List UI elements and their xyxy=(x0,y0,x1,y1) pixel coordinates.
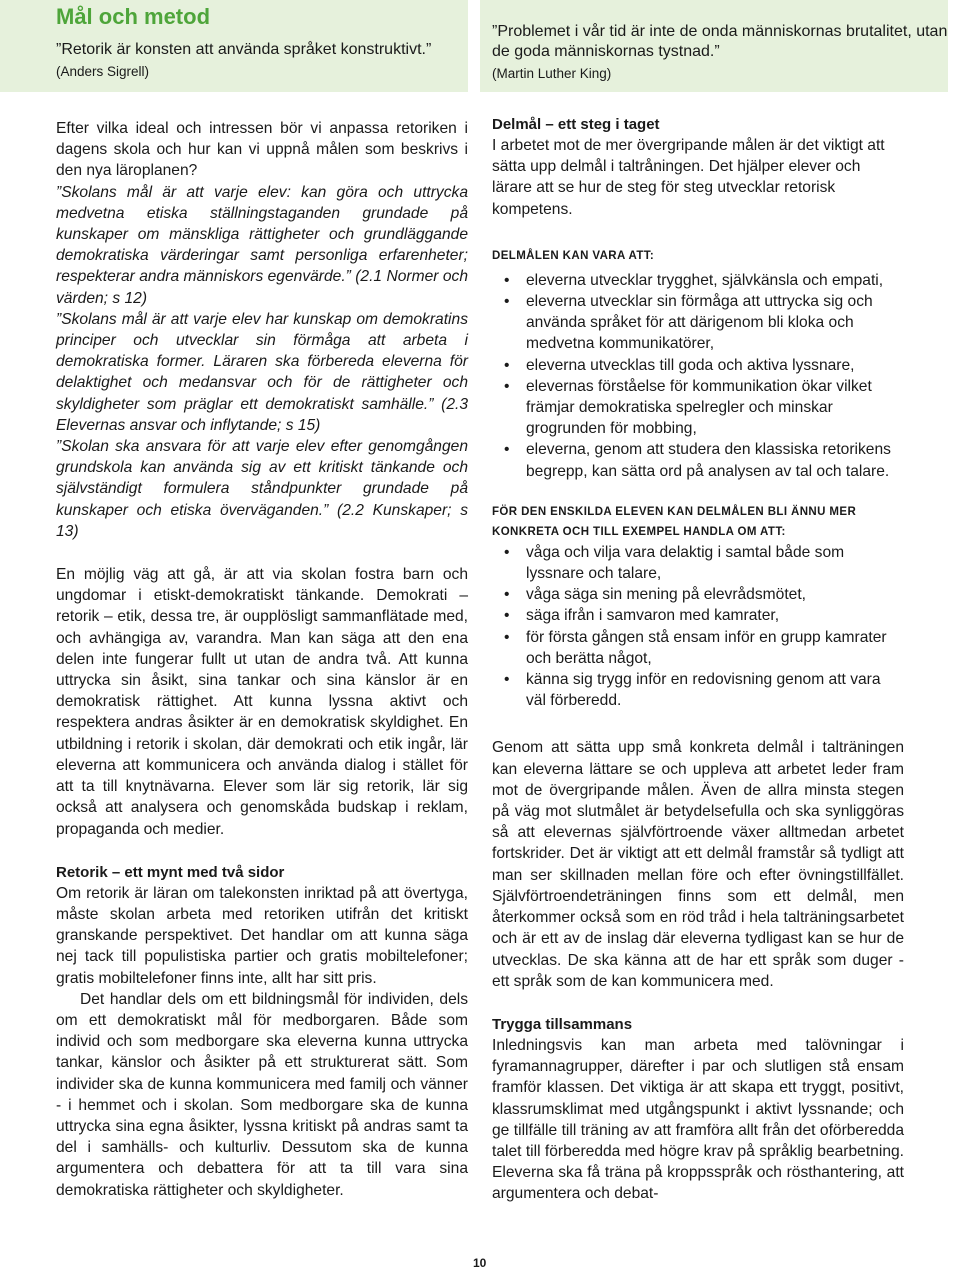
left-column xyxy=(56,0,468,1201)
section-title: Mål och metod xyxy=(56,4,211,29)
quote-text: ”Problemet i vår tid är inte de onda människornas brutalitet, utan de goda människornas tystnad.” xyxy=(492,23,948,60)
quote-author: (Martin Luther King) xyxy=(492,66,612,81)
individual-goals-list xyxy=(492,542,904,712)
list-heading: DELMÅLEN KAN VARA ATT: xyxy=(492,249,655,262)
paragraph: Det handlar dels om ett bildningsmål för individen, dels om ett demokratiskt mål för medborgaren. Både som individ och som medborgare ska eleverna kunna uttrycka tankar, känslor och åsikter på ett strukturerat sätt. Som individer ska de kunna kommunicera med familj och vänner - i hemmet och i skolan. Som medborgare ska de kunna uttrycka sina egna åsikter, lyssna kritiskt på andras samt ta del i samhälls- och kulturliv. Dessutom ska de kunna argumentera och debattera för att ta till vara sina demokratiska rättigheter och skyldigheter. xyxy=(56,990,468,1199)
quote-box-right xyxy=(480,0,948,92)
curriculum-quote-2: ”Skolans mål är att varje elev har kunskap om demokratins principer och utvecklar sin förmåga att arbeta i demokratiska former. Läraren ska förbereda eleverna för delaktighet och medansvar och för de rättigheter och skyldigheter som präglar ett demokratiskt samhälle.” (2.3 Elevernas ansvar och inflytande; s 15) xyxy=(56,310,468,434)
list-heading: FÖR DEN ENSKILDA ELEVEN KAN DELMÅLEN BLI ÄNNU MER KONKRETA OCH TILL EXEMPEL HANDLA OM ATT: xyxy=(492,505,857,538)
list-item: • för första gången stå ensam inför en grupp kamrater och berätta något, xyxy=(514,627,904,669)
paragraph: Om retorik är läran om talekonsten inriktad på att övertyga, måste skolan arbeta med retoriken utifrån det kritiskt granskande perspektivet. Det handlar om att kunna säga nej tack till populistiska partier och gratis mobiltelefoner; gratis mobiltelefoner finns inte, allt har sitt pris. xyxy=(56,884,468,987)
list-item: • eleverna utvecklar sin förmåga att uttrycka sig och använda språket för att därigenom bli kloka och medvetna kommunikatörer, xyxy=(514,291,904,355)
subheading: Trygga tillsammans xyxy=(492,1015,633,1033)
subheading: Delmål – ett steg i taget xyxy=(492,116,660,133)
quote-box-left xyxy=(0,0,468,92)
right-column xyxy=(492,0,948,1205)
paragraph: Genom att sätta upp små konkreta delmål i talträningen kan eleverna lättare se och uppleva att arbetet leder fram mot de övergripande målen. Även de allra minsta stegen på väg mot slutmålet är betydelsefulla och ska synliggöras så att elevernas självförtroende växer alltmedan arbetet fortskrider. Det är viktigt att ett delmål framstår så tydligt att man ser skillnaden mellan före och efter övningstillfället. Självförtroendeträningen finns som ett delmål, men återkommer också som en röd tråd i hela talträningsarbetet och är ett av de inslag där eleverna tydligast kan se hur de utvecklas. De ska känna att de har ett språk som duger - ett språk som de kan kommunicera med. xyxy=(492,739,904,990)
intro-paragraph: Efter vilka ideal och intressen bör vi anpassa retoriken i dagens skola och hur kan vi uppnå målen som beskrivs i den nya läroplanen? xyxy=(56,120,468,180)
paragraph: En möjlig väg att gå, är att via skolan fostra barn och ungdomar i etiskt-demokratiskt tänkande. Demokrati – retorik – etik, dessa tre, är oupplösligt sammanflätade med, och avhängiga av, varandra. Man kan säga att den ena delen inte fungerar fullt ut utan de andra två. Att kunna uttrycka sin åsikt, sina tankar och sina känslor är en demokratisk rättighet. Att kunna lyssna aktivt och respektera andras åsikter är en demokratisk skyldighet. En utbildning i retorik i skolan, där demokrati och etik ingår, lär eleverna att kommunicera och använda dialog i stället för att ta till knytnävarna. Elever som lär sig retorik, lär sig också att analysera och genomskåda budskap i reklam, propaganda och medier. xyxy=(56,566,468,838)
subheading: Retorik – ett mynt med två sidor xyxy=(56,863,285,881)
list-item: • eleverna utvecklar trygghet, självkänsla och empati, xyxy=(514,270,904,291)
goals-list xyxy=(492,270,904,482)
paragraph: I arbetet mot de mer övergripande målen är det viktigt att sätta upp delmål i taltråningen. Det hjälper elever och lärare att se hur de steg för steg utvecklar retorisk kompetens. xyxy=(492,137,885,218)
list-item: • våga och vilja vara delaktig i samtal både som lyssnare och talare, xyxy=(514,542,904,584)
list-item: • säga ifrån i samvaron med kamrater, xyxy=(514,605,904,626)
page-number: 10 xyxy=(473,1256,487,1270)
list-item: • eleverna, genom att studera den klassiska retorikens begrepp, kan sätta ord på analysen av tal och talare. xyxy=(514,439,904,481)
list-item: • känna sig trygg inför en redovisning genom att vara väl förberedd. xyxy=(514,669,904,711)
curriculum-quote-1: ”Skolans mål är att varje elev: kan göra och uttrycka medvetna etiska ställningstaganden grundade på kunskaper om mänskliga rättigheter och grundläggande demokratiska värderingar samt personliga erfarenheter; respekterar andra människors egenvärde.” (2.1 Normer och värden; s 12) xyxy=(56,183,468,307)
list-item: • elevernas förståelse för kommunikation ökar vilket främjar demokratiska spelregler och minskar grogrunden för mobbing, xyxy=(514,376,904,440)
quote-text: ”Retorik är konsten att använda språket konstruktivt.” xyxy=(56,41,432,58)
list-item: • eleverna utvecklas till goda och aktiva lyssnare, xyxy=(514,355,904,376)
list-item: • våga säga sin mening på elevrådsmötet, xyxy=(514,584,904,605)
curriculum-quote-3: ”Skolan ska ansvara för att varje elev efter genomgången grundskola kan använda sig av ett kritiskt tänkande och självständigt formulera ståndpunkter grundade på kunskaper och etiska överväganden.” (2.2 Kunskaper; s 13) xyxy=(56,438,468,540)
paragraph: Inledningsvis kan man arbeta med talövningar i fyramannagrupper, därefter i par och slutligen stå ensam framför klassen. Det viktiga är att skapa ett tryggt, positivt, klassrumsklimat med utgångspunkt i aktivt lyssnande; och ge tillfälle till träning av att framföra allt från det oförberedda talet till förberedda med högre krav på språklig bearbetning. Eleverna ska få träna på kroppsspråk och rösthantering, att argumentera och debat- xyxy=(492,1036,904,1203)
quote-author: (Anders Sigrell) xyxy=(56,64,150,79)
